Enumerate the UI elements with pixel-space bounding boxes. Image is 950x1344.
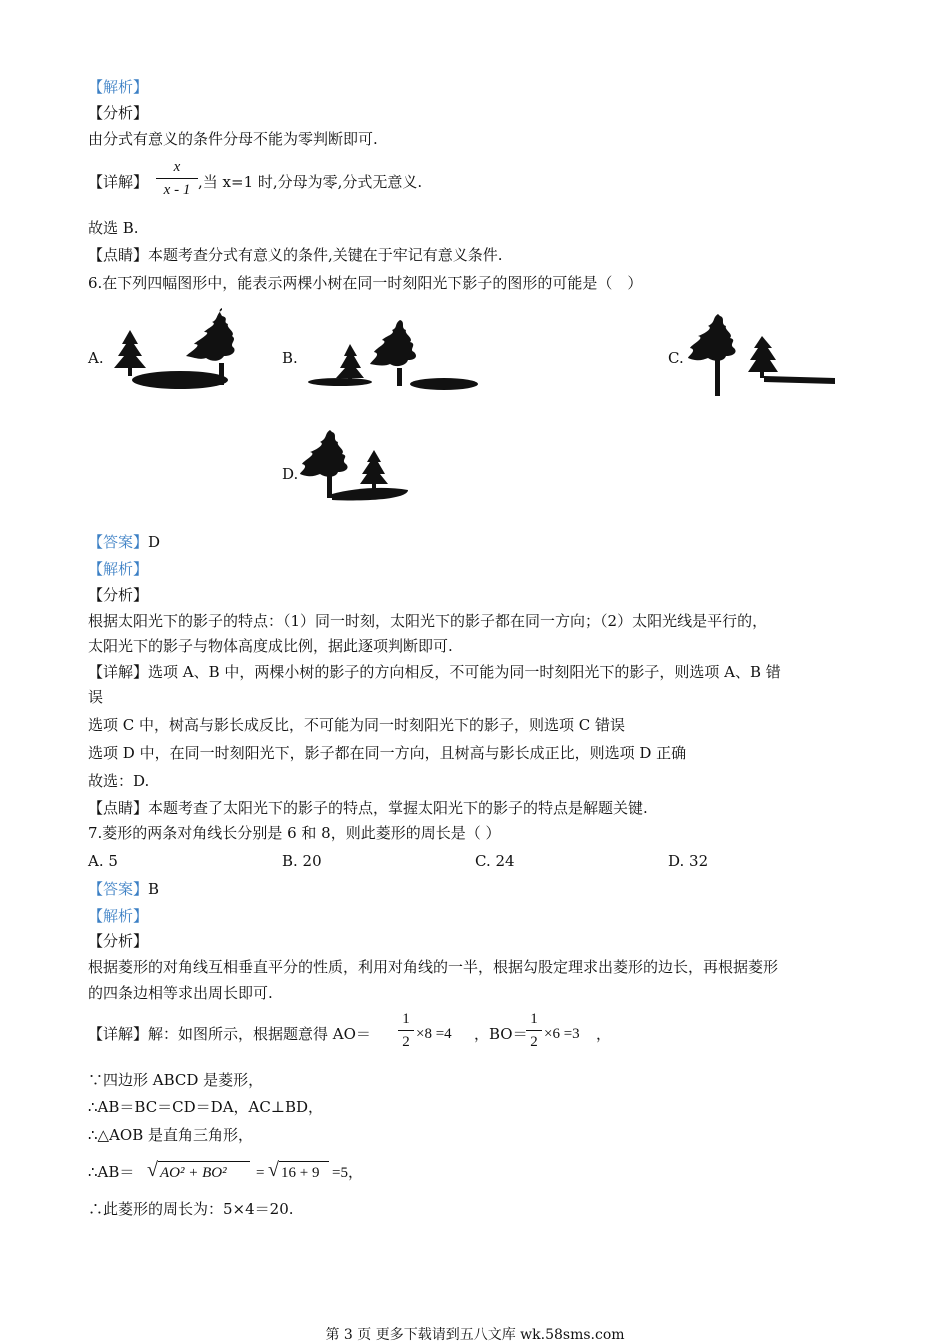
q7-option-d: D. 32 — [668, 852, 709, 870]
analysis-text-q7-2: 的四条边相等求出周长即可. — [88, 984, 273, 1002]
question-6: 6.在下列四幅图形中，能表示两棵小树在同一时刻阳光下影子的图形的可能是（ ） — [88, 274, 643, 292]
q6-option-d-tree-image — [304, 428, 414, 523]
sqrt-content-1: AO² + BO² — [160, 1165, 227, 1181]
page-footer: 第 3 页 更多下载请到五八文库 wk.58sms.com — [325, 1327, 625, 1343]
answer-choice-line: 故选 B. — [88, 219, 139, 237]
analysis-heading-q6: 【分析】 — [88, 586, 149, 604]
analysis-text-q7-1: 根据菱形的对角线互相垂直平分的性质，利用对角线的一半，根据勾股定理求出菱形的边长，再根据菱形 — [88, 958, 779, 976]
detail-label-q7: 【详解】解：如图所示，根据题意得 AO＝ — [88, 1025, 371, 1043]
expr-bo: ×6 =3 — [544, 1026, 580, 1042]
q7-option-b: B. 20 — [282, 852, 322, 870]
step-2: ∴AB＝BC＝CD＝DA，AC⊥BD， — [88, 1098, 324, 1116]
detail-text-q6-3: 选项 C 中，树高与影长成反比，不可能为同一时刻阳光下的影子，则选项 C 错误 — [88, 716, 626, 734]
detail-text: ,当 x=1 时,分母为零,分式无意义. — [198, 173, 423, 191]
step-4-result: =5， — [332, 1165, 363, 1181]
fraction-x-over-x-minus-1: x x - 1 — [156, 158, 198, 199]
sqrt-sign-1: √ — [147, 1159, 158, 1181]
q6-option-c-label: C. — [668, 349, 684, 367]
question-7: 7.菱形的两条对角线长分别是 6 和 8，则此菱形的周长是（ ） — [88, 824, 501, 842]
q7-option-a: A. 5 — [88, 852, 118, 870]
fraction-one-half-b: 1 2 — [526, 1010, 542, 1051]
step-4-equals: = — [256, 1165, 265, 1181]
answer-value-q7: B — [148, 880, 160, 898]
analysis-text-q6-1: 根据太阳光下的影子的特点：（1）同一时刻，太阳光下的影子都在同一方向；（2）太阳光线是平行的， — [88, 612, 768, 630]
fraction-one-half-a: 1 2 — [398, 1010, 414, 1051]
analysis-heading-q7: 【分析】 — [88, 932, 149, 950]
answer-label-q6: 【答案】D — [88, 533, 161, 551]
step-3: ∴△AOB 是直角三角形， — [88, 1126, 254, 1144]
q6-option-c-tree-image — [690, 312, 840, 402]
q6-option-d-label: D. — [282, 465, 299, 483]
analysis-text-q6-2: 太阳光下的影子与物体高度成比例，据此逐项判断即可. — [88, 637, 453, 655]
sqrt-sign-2: √ — [268, 1159, 279, 1181]
detail-text-q6-4: 选项 D 中，在同一时刻阳光下，影子都在同一方向，且树高与影长成正比，则选项 D 正确 — [88, 744, 687, 762]
answer-label-q7: 【答案】B — [88, 880, 160, 898]
analysis-heading: 【分析】 — [88, 104, 149, 122]
q7-option-c: C. 24 — [475, 852, 515, 870]
sqrt-content-2: 16 + 9 — [281, 1165, 320, 1181]
analysis-label-q6: 【解析】 — [88, 560, 149, 578]
q6-option-b-tree-image — [304, 318, 484, 398]
step-1: ∵四边形 ABCD 是菱形， — [88, 1071, 264, 1089]
answer-choice-q6: 故选：D. — [88, 772, 150, 790]
analysis-label-q7: 【解析】 — [88, 907, 149, 925]
q6-option-a-tree-image — [110, 308, 270, 398]
comment-line: 【点睛】本题考查分式有意义的条件,关键在于牢记有意义条件. — [88, 246, 503, 264]
detail-text-q6-2: 误 — [88, 688, 104, 706]
analysis-label: 【解析】 — [88, 78, 149, 96]
analysis-text: 由分式有意义的条件分母不能为零判断即可. — [88, 130, 378, 148]
expr-ao: ×8 =4 — [416, 1026, 452, 1042]
answer-value-q6: D — [148, 533, 161, 551]
detail-text-q6-1: 【详解】选项 A、B 中，两棵小树的影子的方向相反，不可能为同一时刻阳光下的影子，则选项 A、B 错 — [88, 663, 781, 681]
q6-option-a-label: A. — [88, 349, 104, 367]
expr-end: ， — [596, 1025, 612, 1043]
comment-q6: 【点睛】本题考查了太阳光下的影子的特点，掌握太阳光下的影子的特点是解题关键. — [88, 799, 648, 817]
detail-label: 【详解】 — [88, 173, 149, 191]
step-4-label: ∴AB＝ — [88, 1163, 135, 1181]
label-bo: ，BO＝ — [474, 1025, 528, 1043]
q6-option-b-label: B. — [282, 349, 298, 367]
step-5: ∴此菱形的周长为：5×4＝20. — [88, 1200, 294, 1218]
